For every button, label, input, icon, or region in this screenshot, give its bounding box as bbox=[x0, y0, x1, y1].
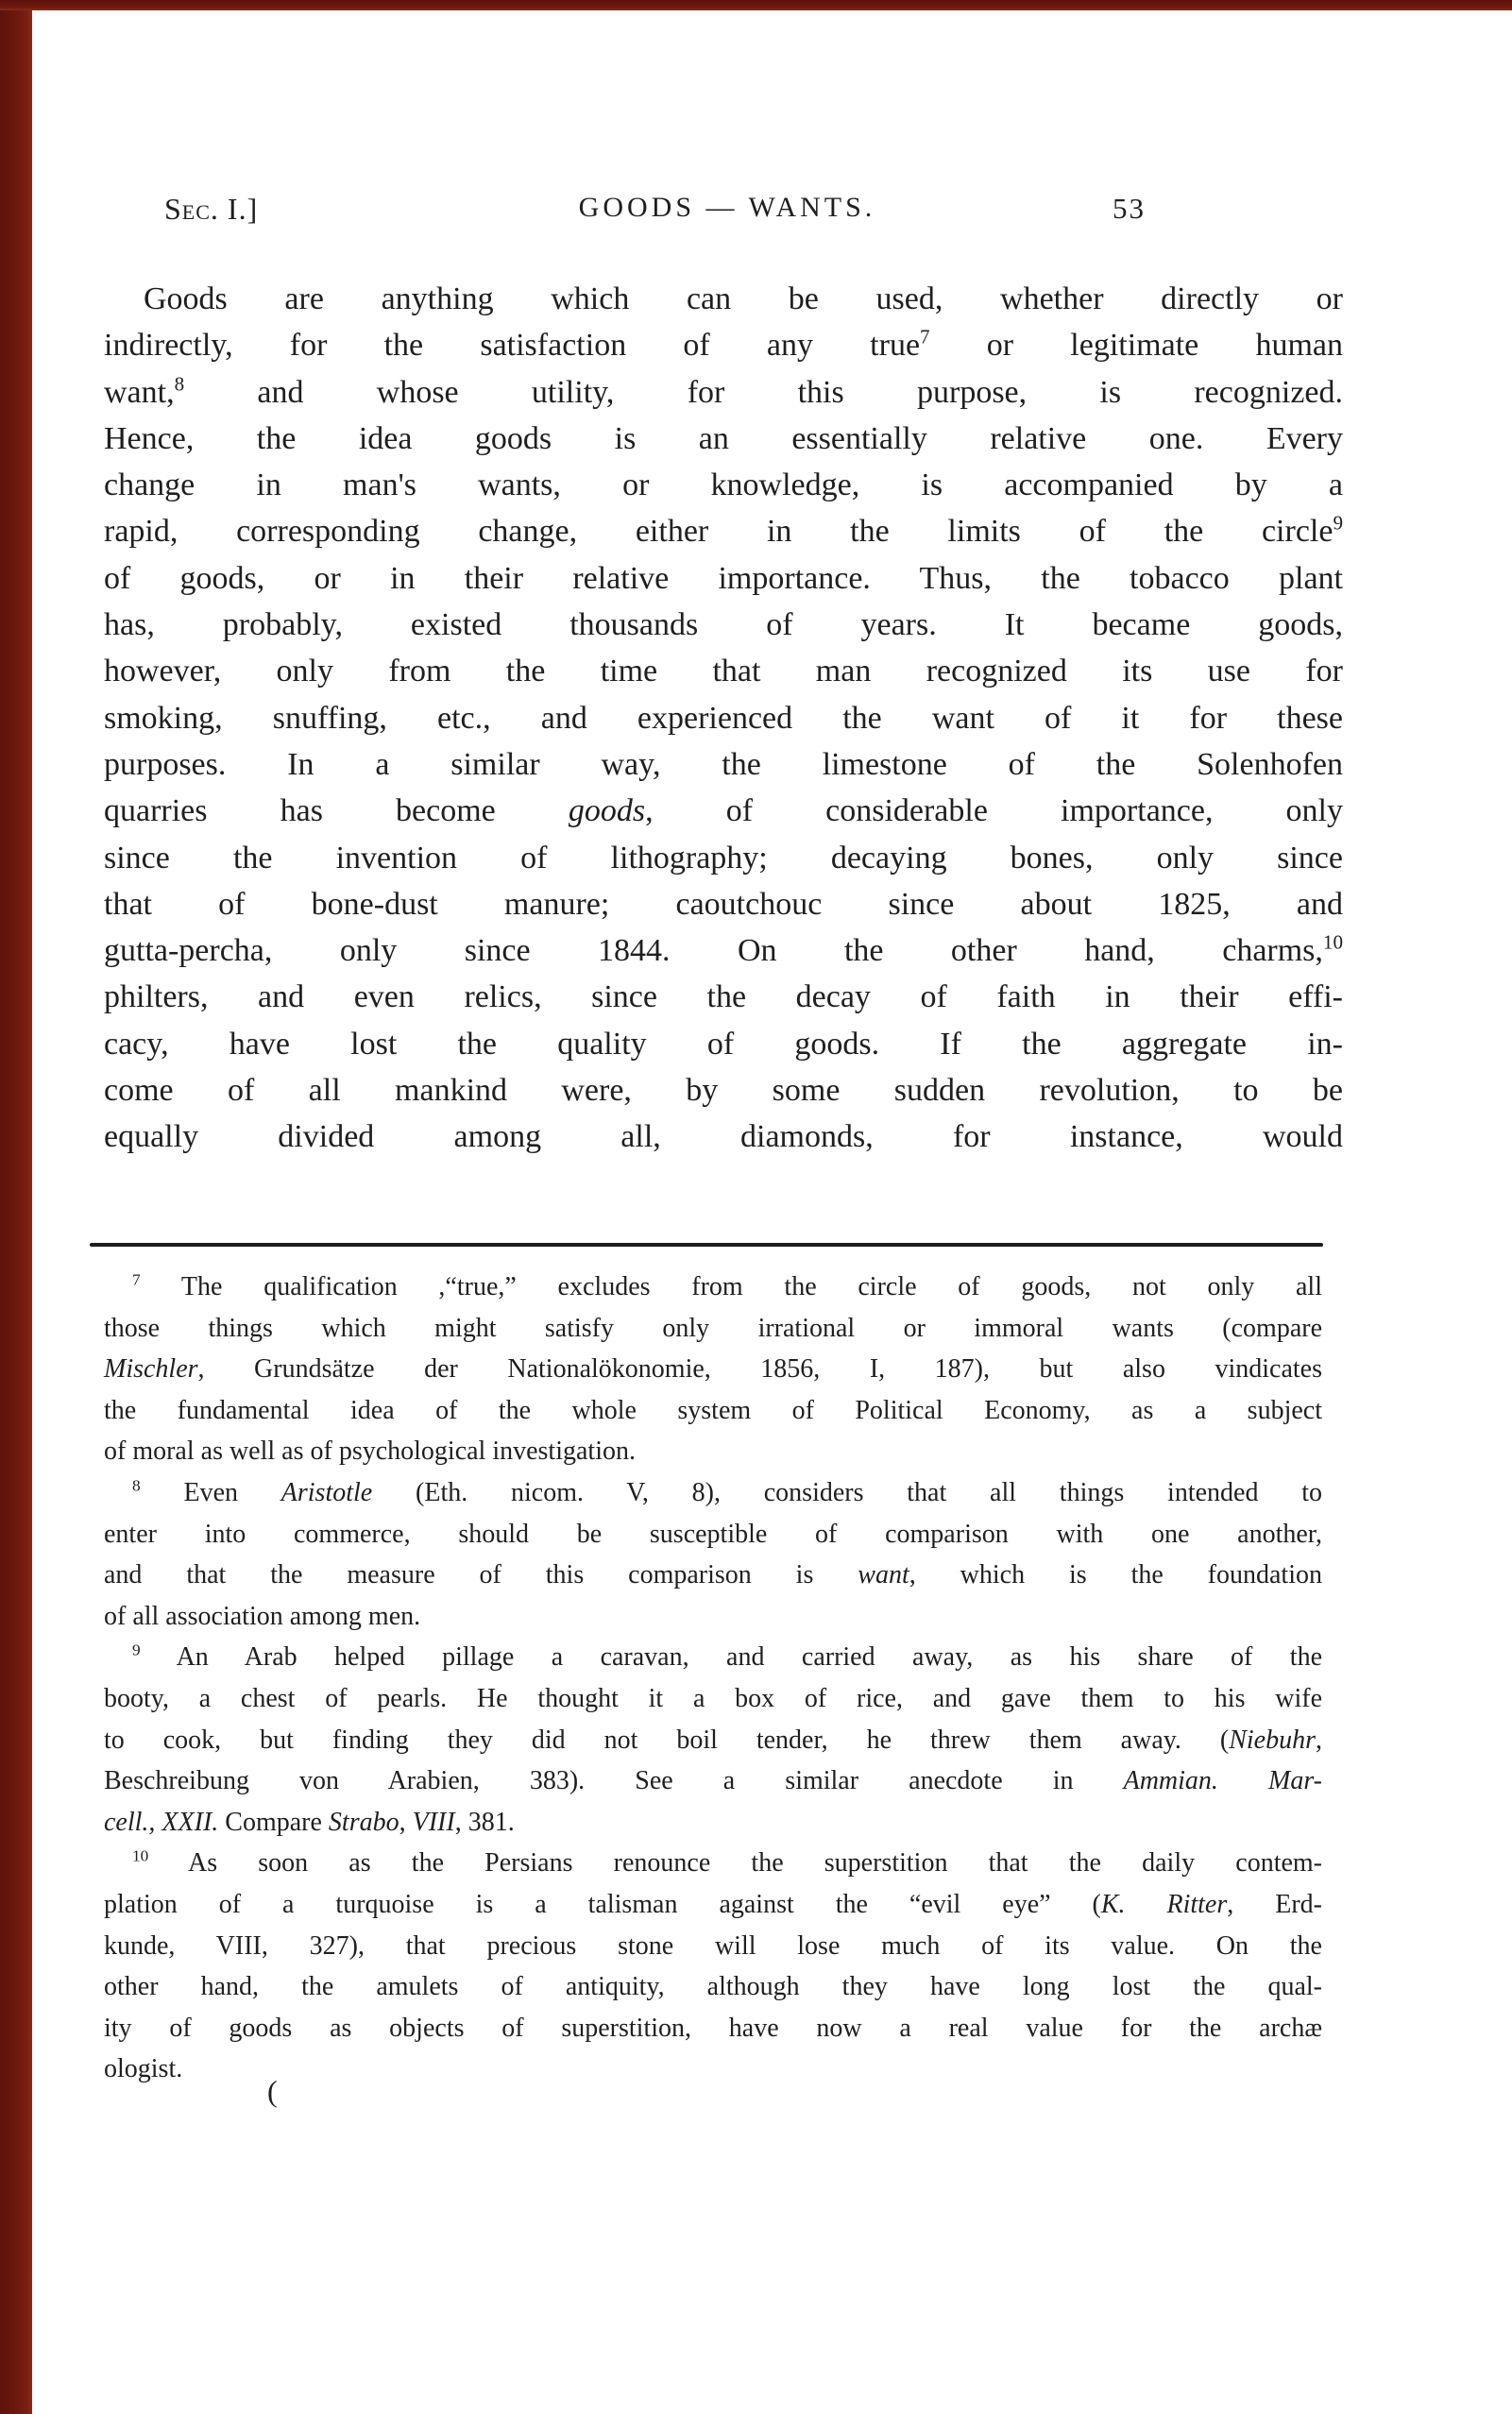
text-segment: and whose utility, for this purpose, is recognized. bbox=[184, 374, 1343, 410]
text-line bbox=[104, 322, 1343, 368]
text-segment: of goods, or in their relative importance. Thus, the tobacco plant bbox=[104, 560, 1343, 596]
text-segment: of moral as well as of psychological investigation. bbox=[104, 1436, 636, 1467]
text-segment: ity of goods as objects of superstition, have now a real value for the archæ bbox=[104, 2013, 1322, 2043]
text-segment: , Grundsätze der Nationalökonomie, 1856, I, 187), but also vindicates bbox=[197, 1354, 1322, 1385]
text-segment: Beschreibung von Arabien, 383). See a similar anecdote in bbox=[104, 1766, 1124, 1796]
footnote-reference: 7 bbox=[920, 325, 930, 348]
text-segment: Aristotle bbox=[280, 1477, 373, 1507]
text-segment: the fundamental idea of the whole system of Political Economy, as a subject bbox=[104, 1395, 1322, 1425]
text-segment: want, bbox=[104, 374, 175, 410]
text-segment: , bbox=[399, 1807, 413, 1837]
text-line bbox=[104, 2008, 1322, 2049]
text-segment: An Arab helped pillage a caravan, and carried away, as his share of the bbox=[140, 1642, 1322, 1673]
text-segment: , 381. bbox=[454, 1807, 515, 1837]
text-line bbox=[104, 648, 1343, 694]
text-line bbox=[104, 416, 1343, 462]
footnote-reference: 9 bbox=[132, 1641, 141, 1660]
text-segment: want bbox=[858, 1560, 909, 1590]
text-segment: come of all mankind were, by some sudden revolution, to be bbox=[104, 1073, 1343, 1109]
text-segment: Ammian. Mar- bbox=[1123, 1766, 1323, 1796]
text-segment: rapid, corresponding change, either in the limits of the circle bbox=[104, 514, 1334, 550]
text-segment: equally divided among all, diamonds, for instance, would bbox=[104, 1119, 1343, 1155]
text-segment: K. Ritter bbox=[1100, 1889, 1228, 1919]
text-line bbox=[104, 508, 1343, 554]
text-segment: goods bbox=[568, 793, 646, 829]
text-segment: since the invention of lithography; decaying bones, only since bbox=[104, 840, 1343, 876]
text-line bbox=[104, 555, 1343, 602]
footnote-reference: 8 bbox=[174, 372, 185, 396]
text-segment: Niebuhr bbox=[1229, 1725, 1316, 1755]
body-text bbox=[104, 276, 1343, 1161]
text-line bbox=[104, 1884, 1322, 1926]
text-line bbox=[104, 881, 1343, 927]
text-line bbox=[104, 974, 1343, 1020]
text-line bbox=[104, 835, 1343, 881]
text-segment: , of considerable importance, only bbox=[645, 793, 1344, 829]
text-segment: , which is the foundation bbox=[909, 1560, 1322, 1590]
page-header bbox=[0, 192, 1512, 239]
text-line bbox=[104, 462, 1343, 508]
text-segment: cell., bbox=[104, 1807, 156, 1837]
text-line bbox=[104, 276, 1343, 322]
text-line bbox=[104, 1472, 1322, 1514]
text-segment: or legitimate human bbox=[929, 328, 1343, 364]
text-line bbox=[104, 1802, 1322, 1844]
text-line bbox=[104, 1966, 1322, 2008]
text-segment: cacy, have lost the quality of goods. If the aggregate in- bbox=[104, 1026, 1343, 1062]
text-segment: indirectly, for the satisfaction of any true bbox=[104, 328, 921, 364]
footnote-reference: 7 bbox=[132, 1270, 141, 1289]
text-segment: Hence, the idea goods is an essentially relative one. Every bbox=[104, 420, 1343, 456]
text-line bbox=[104, 1390, 1322, 1432]
text-segment: plation of a turquoise is a talisman against the “evil eye” ( bbox=[104, 1889, 1101, 1919]
text-segment: , bbox=[1316, 1725, 1322, 1755]
text-segment: As soon as the Persians renounce the superstition that the daily contem- bbox=[148, 1848, 1322, 1878]
text-segment: Even bbox=[140, 1477, 281, 1507]
text-segment: Mischler bbox=[104, 1354, 198, 1385]
text-segment: The qualification ,“true,” excludes from the circle of goods, not only all bbox=[140, 1272, 1322, 1301]
text-line bbox=[104, 788, 1343, 834]
footnote-reference: 8 bbox=[132, 1476, 141, 1495]
text-line bbox=[104, 1843, 1322, 1884]
text-line bbox=[104, 1308, 1322, 1350]
text-segment: however, only from the time that man recognized its use for bbox=[104, 654, 1343, 689]
text-line bbox=[104, 1596, 1322, 1638]
text-line bbox=[104, 1555, 1322, 1596]
footnote-reference: 9 bbox=[1333, 512, 1343, 536]
text-segment: Strabo bbox=[328, 1807, 399, 1837]
text-line bbox=[104, 2048, 1322, 2090]
text-segment: philters, and even relics, since the decay of faith in their effi- bbox=[104, 979, 1343, 1015]
text-line bbox=[104, 1637, 1322, 1678]
text-segment: purposes. In a similar way, the limestone of the Solenhofen bbox=[104, 746, 1343, 782]
text-segment: of all association among men. bbox=[104, 1601, 421, 1631]
text-line bbox=[104, 695, 1343, 741]
text-segment: to cook, but finding they did not boil tender, he threw them away. ( bbox=[104, 1725, 1230, 1755]
text-segment: and that the measure of this comparison is bbox=[104, 1560, 858, 1590]
text-segment: has, probably, existed thousands of years. It became goods, bbox=[104, 607, 1343, 643]
text-segment: gutta-percha, only since 1844. On the other hand, charms, bbox=[104, 933, 1323, 969]
text-line bbox=[104, 602, 1343, 648]
text-segment: Goods are anything which can be used, whether directly or bbox=[144, 281, 1343, 316]
text-segment: those things which might satisfy only irrational or immoral wants (compare bbox=[104, 1313, 1322, 1343]
text-line bbox=[104, 1431, 1322, 1472]
text-line bbox=[104, 1760, 1322, 1802]
text-segment: smoking, snuffing, etc., and experienced the want of it for these bbox=[104, 700, 1343, 736]
text-line bbox=[104, 1021, 1343, 1067]
text-line bbox=[104, 927, 1343, 974]
footnote-reference: 10 bbox=[1322, 930, 1343, 954]
text-segment: XXII. bbox=[161, 1807, 219, 1837]
text-line bbox=[104, 1266, 1322, 1308]
text-segment: Compare bbox=[218, 1807, 329, 1837]
scan-edge-top bbox=[0, 0, 1512, 10]
text-segment: that of bone-dust manure; caoutchouc since about 1825, and bbox=[104, 886, 1343, 922]
page-number: 53 bbox=[1113, 192, 1146, 225]
running-title: GOODS — WANTS. bbox=[578, 192, 876, 223]
text-line bbox=[104, 1678, 1322, 1720]
text-line bbox=[104, 1720, 1322, 1761]
text-segment: quarries has become bbox=[104, 793, 569, 829]
text-line bbox=[104, 1067, 1343, 1114]
footnote-reference: 10 bbox=[132, 1846, 149, 1865]
stray-mark: ( bbox=[267, 2074, 278, 2108]
text-line bbox=[104, 741, 1343, 788]
section-label: Sec. I.] bbox=[164, 192, 259, 226]
footnotes bbox=[104, 1266, 1322, 2090]
text-segment: enter into commerce, should be susceptible of comparison with one another, bbox=[104, 1519, 1322, 1549]
text-segment: change in man's wants, or knowledge, is accompanied by a bbox=[104, 468, 1343, 503]
text-segment: kunde, VIII, 327), that precious stone will lose much of its value. On the bbox=[104, 1930, 1322, 1961]
text-line bbox=[104, 1514, 1322, 1556]
footnote-divider bbox=[90, 1243, 1323, 1247]
scan-edge-left bbox=[0, 0, 32, 2414]
text-line bbox=[104, 369, 1343, 416]
text-segment: (Eth. nicom. V, 8), considers that all things intended to bbox=[372, 1477, 1323, 1507]
text-segment: other hand, the amulets of antiquity, although they have long lost the qual- bbox=[104, 1972, 1322, 2002]
text-line bbox=[104, 1349, 1322, 1390]
text-segment: VIII bbox=[412, 1807, 455, 1837]
text-segment: , Erd- bbox=[1227, 1889, 1322, 1919]
text-segment: booty, a chest of pearls. He thought it a box of rice, and gave them to his wife bbox=[104, 1683, 1322, 1713]
text-segment: ologist. bbox=[104, 2054, 183, 2084]
text-line bbox=[104, 1114, 1343, 1160]
text-line bbox=[104, 1926, 1322, 1967]
